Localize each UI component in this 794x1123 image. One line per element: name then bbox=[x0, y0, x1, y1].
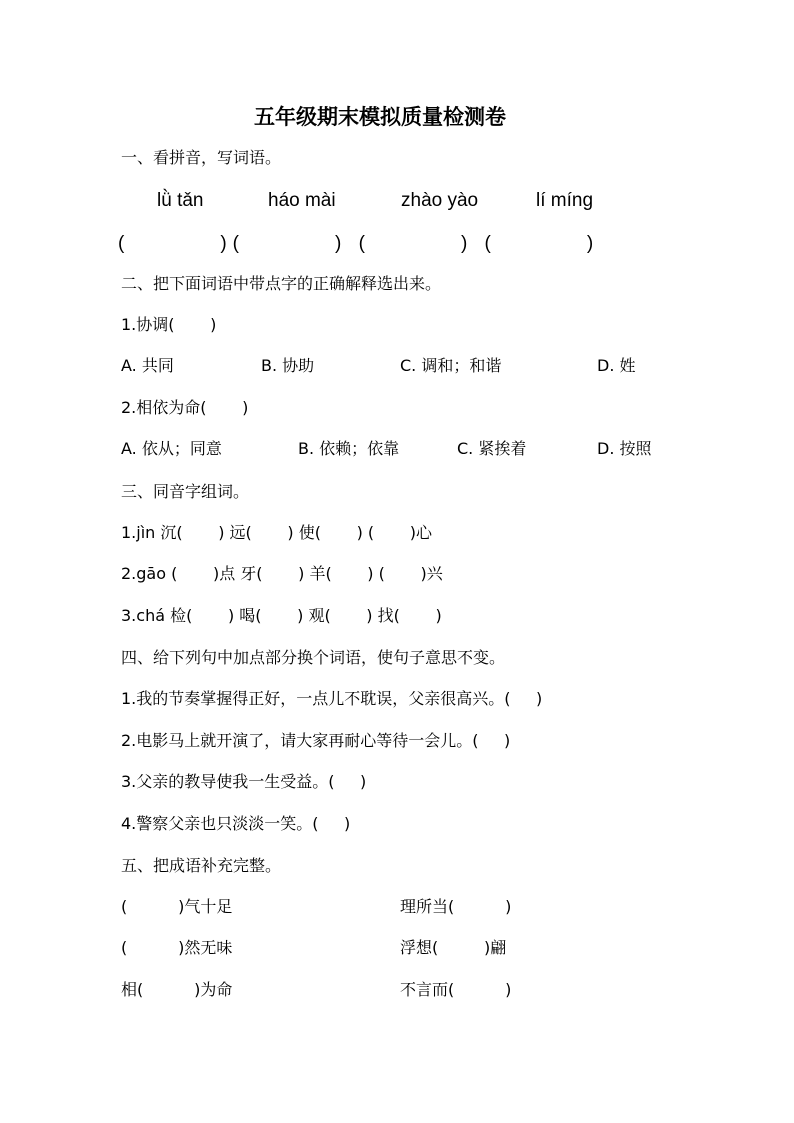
section-3-heading: 三、同音字组词。 bbox=[121, 482, 250, 501]
idiom-right-2: 浮想( )翩 bbox=[400, 938, 507, 957]
idiom-left-1: ( )气十足 bbox=[121, 897, 233, 916]
q2-2-option-b: B. 依赖；依靠 bbox=[298, 439, 400, 458]
homophone-row-1: 1.jìn 沉( ) 远( ) 使( ) ( )心 bbox=[121, 523, 432, 542]
idiom-right-3: 不言而( ) bbox=[400, 980, 512, 999]
q2-2-option-d: D. 按照 bbox=[597, 439, 652, 458]
page-title: 五年级期末模拟质量检测卷 bbox=[254, 104, 506, 129]
pinyin-answer-blanks: ( ) ( ) ( ) ( ) bbox=[118, 233, 594, 254]
idiom-left-2: ( )然无味 bbox=[121, 938, 233, 957]
pinyin-2: háo mài bbox=[268, 190, 336, 211]
sentence-2: 2.电影马上就开演了，请大家再耐心等待一会儿。( ) bbox=[121, 731, 511, 750]
q2-1-stem: 1.协调( ) bbox=[121, 315, 217, 334]
section-5-heading: 五、把成语补充完整。 bbox=[121, 856, 282, 875]
q2-1-option-c: C. 调和；和谐 bbox=[400, 356, 502, 375]
pinyin-1: lǜ tǎn bbox=[157, 190, 204, 211]
sentence-3: 3.父亲的教导使我一生受益。( ) bbox=[121, 772, 367, 791]
q2-2-stem: 2.相依为命( ) bbox=[121, 398, 249, 417]
section-2-heading: 二、把下面词语中带点字的正确解释选出来。 bbox=[121, 274, 442, 293]
section-1-heading: 一、看拼音，写词语。 bbox=[121, 148, 282, 167]
homophone-row-2: 2.gāo ( )点 牙( ) 羊( ) ( )兴 bbox=[121, 564, 443, 583]
q2-2-option-c: C. 紧挨着 bbox=[457, 439, 527, 458]
section-4-heading: 四、给下列句中加点部分换个词语，使句子意思不变。 bbox=[121, 648, 506, 667]
homophone-row-3: 3.chá 检( ) 喝( ) 观( ) 找( ) bbox=[121, 606, 442, 625]
sentence-4: 4.警察父亲也只淡淡一笑。( ) bbox=[121, 814, 351, 833]
pinyin-4: lí míng bbox=[536, 190, 594, 211]
idiom-right-1: 理所当( ) bbox=[400, 897, 512, 916]
sentence-1: 1.我的节奏掌握得正好，一点儿不耽误，父亲很高兴。( ) bbox=[121, 689, 543, 708]
pinyin-3: zhào yào bbox=[401, 190, 479, 211]
q2-1-option-d: D. 姓 bbox=[597, 356, 636, 375]
q2-2-option-a: A. 依从；同意 bbox=[121, 439, 222, 458]
q2-1-option-b: B. 协助 bbox=[261, 356, 315, 375]
idiom-left-3: 相( )为命 bbox=[121, 980, 233, 999]
q2-1-option-a: A. 共同 bbox=[121, 356, 174, 375]
